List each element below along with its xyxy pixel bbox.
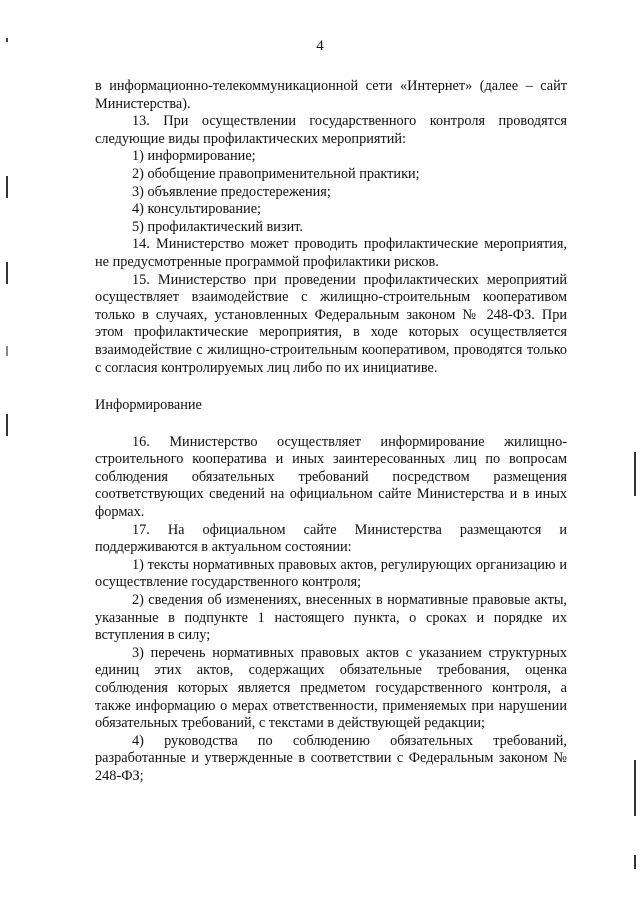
list-item: 5) профилактический визит. — [132, 218, 303, 235]
list-item: 4) консультирование; — [132, 201, 262, 218]
scan-mark-left-4 — [6, 414, 8, 436]
scan-mark-left-1 — [6, 176, 8, 198]
list-item: 1) информирование; — [132, 148, 256, 165]
paragraph-16: 16. Министерство осуществляет информирование жилищно-строительного кооператива и иных заинтересованных лиц по вопросам соблюдения обязательных требований посредством размещения соответствующих сведений на официальном сайте Министерства и в иных формах. — [95, 433, 567, 521]
list-item: 3) объявление предостережения; — [132, 183, 331, 200]
list-item: 4) руководства по соблюдению обязательных требований, разработанные и утвержденные в соответствии с Федеральным законом № 248-ФЗ; — [95, 732, 567, 784]
scan-mark-right-2 — [634, 760, 636, 816]
list-item: 2) обобщение правоприменительной практики; — [132, 165, 420, 182]
document-body — [95, 78, 567, 786]
scan-mark-left-3 — [6, 346, 8, 356]
paragraph-14: 14. Министерство может проводить профилактические мероприятия, не предусмотренные программой профилактики рисков. — [95, 236, 567, 270]
section-heading: Информирование — [95, 397, 202, 414]
list-item: 3) перечень нормативных правовых актов с указанием структурных единиц этих актов, содержащих обязательные требования, оценка соблюдения которых является предметом государственного контроля, а также информацию о мерах ответственности, применяемых при нарушении обязательных требований, с текстами в действующей редакции; — [95, 644, 567, 732]
paragraph-17: 17. На официальном сайте Министерства размещаются и поддерживаются в актуальном состоянии: — [95, 521, 567, 556]
list-item: 2) сведения об изменениях, внесенных в нормативные правовые акты, указанные в подпункте 1 настоящего пункта, о сроках и порядке их вступления в силу; — [95, 592, 567, 644]
paragraph-13: 13. При осуществлении государственного контроля проводятся следующие виды профилактических мероприятий: — [95, 113, 567, 147]
page-number: 4 — [316, 38, 324, 54]
paragraph-15: 15. Министерство при проведении профилактических мероприятий осуществляет взаимодействие с жилищно-строительным кооперативом только в случаях, установленных Федеральным законом № 248-ФЗ. При этом профилактические мероприятия, в ходе которых осуществляется взаимодействие с жилищно-строительным кооперативом, проводятся только с согласия контролируемых лиц либо по их инициативе. — [95, 271, 567, 376]
scan-mark-right-3 — [634, 855, 636, 869]
scan-mark-left-2 — [6, 262, 8, 284]
paragraph-intro-continuation: в информационно-телекоммуникационной сети «Интернет» (далее – сайт Министерства). — [95, 78, 567, 112]
list-item: 1) тексты нормативных правовых актов, регулирующих организацию и осуществление государственного контроля; — [95, 556, 567, 591]
scan-mark-right-1 — [634, 452, 636, 496]
